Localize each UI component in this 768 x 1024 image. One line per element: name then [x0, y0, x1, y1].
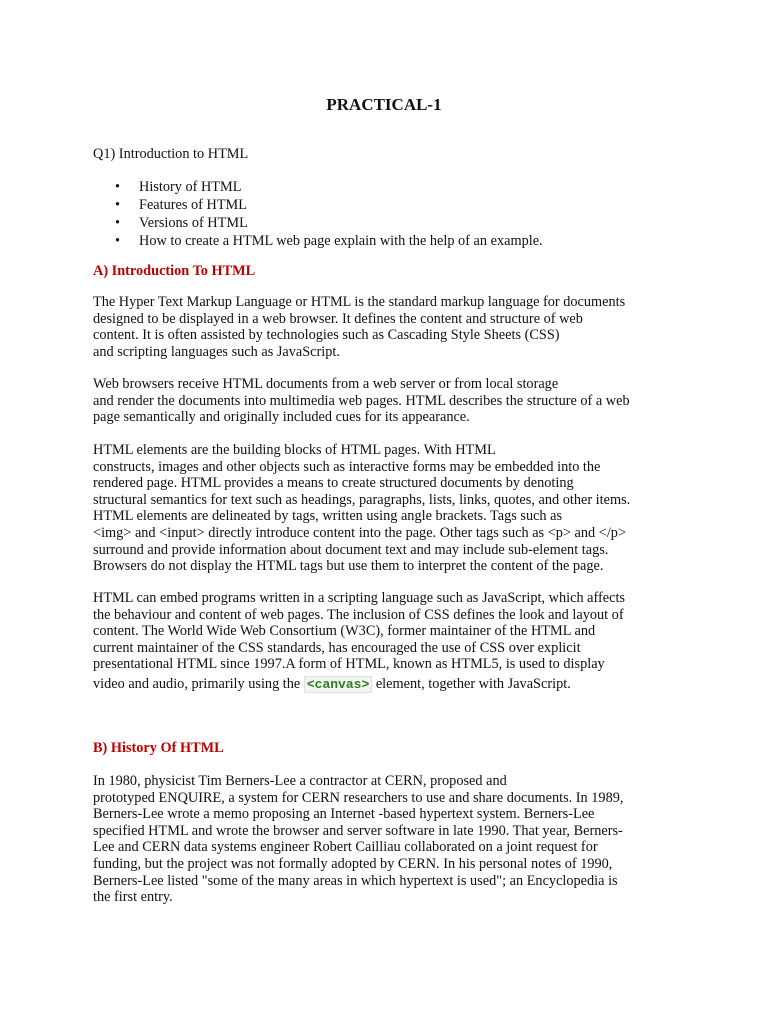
section-a-heading: A) Introduction To HTML — [93, 263, 256, 279]
text-fragment: video and audio, primarily using the — [93, 675, 304, 692]
text-line: HTML elements are the building blocks of HTML pages. With HTML — [93, 442, 496, 458]
text-line: the first entry. — [93, 889, 173, 906]
text-line: <img> and <input> directly introduce content into the page. Other tags such as <p> and </p> — [93, 524, 627, 541]
text-line: The Hyper Text Markup Language or HTML is the standard markup language for documents — [93, 294, 626, 310]
section-b-heading: B) History Of HTML — [93, 740, 224, 756]
text-fragment: element, together with JavaScript. — [372, 675, 571, 692]
text-line: content. The World Wide Web Consortium (W3C), former maintainer of the HTML and — [93, 623, 596, 640]
list-item: • Features of HTML — [93, 196, 543, 214]
text-line: Browsers do not display the HTML tags but use them to interpret the content of the page. — [93, 558, 604, 575]
text-line: HTML can embed programs written in a scripting language such as JavaScript, which affects — [93, 590, 626, 606]
text-line — [93, 676, 693, 694]
text-line: current maintainer of the CSS standards, has encouraged the use of CSS over explicit — [93, 639, 581, 656]
text-line: presentational HTML since 1997.A form of HTML, known as HTML5, is used to display — [93, 656, 605, 673]
paragraph-a2 — [93, 376, 693, 426]
text-line: rendered page. HTML provides a means to create structured documents by denoting — [93, 475, 574, 492]
list-item: • History of HTML — [93, 178, 543, 196]
text-line: the behaviour and content of web pages. The inclusion of CSS defines the look and layout of — [93, 606, 624, 623]
text-line: Berners-Lee listed "some of the many areas in which hypertext is used"; an Encyclopedia is — [93, 872, 618, 889]
text-line: HTML elements are delineated by tags, written using angle brackets. Tags such as — [93, 508, 563, 525]
topic-list — [93, 178, 543, 250]
page-title: PRACTICAL-1 — [326, 95, 442, 114]
text-line: content. It is often assisted by technologies such as Cascading Style Sheets (CSS) — [93, 327, 560, 344]
text-line: prototyped ENQUIRE, a system for CERN researchers to use and share documents. In 1989, — [93, 789, 624, 806]
text-line: designed to be displayed in a web browser. It defines the content and structure of web — [93, 310, 583, 327]
text-line: and render the documents into multimedia web pages. HTML describes the structure of a web — [93, 392, 630, 409]
text-line: Berners-Lee wrote a memo proposing an Internet -based hypertext system. Berners-Lee — [93, 806, 595, 823]
text-line: Web browsers receive HTML documents from a web server or from local storage — [93, 376, 559, 392]
paragraph-a4 — [93, 590, 693, 694]
text-line: funding, but the project was not formally adopted by CERN. In his personal notes of 1990, — [93, 855, 613, 872]
paragraph-b1 — [93, 773, 693, 906]
text-line: page semantically and originally included cues for its appearance. — [93, 409, 470, 426]
text-line: In 1980, physicist Tim Berners-Lee a contractor at CERN, proposed and — [93, 773, 507, 789]
text-line: and scripting languages such as JavaScript. — [93, 343, 340, 360]
text-line: structural semantics for text such as headings, paragraphs, lists, links, quotes, and other items. — [93, 491, 631, 508]
text-line: Lee and CERN data systems engineer Robert Cailliau collaborated on a joint request for — [93, 839, 598, 856]
paragraph-a1 — [93, 294, 693, 360]
inline-code: <canvas> — [304, 676, 372, 693]
text-line: constructs, images and other objects such as interactive forms may be embedded into the — [93, 458, 601, 475]
question-heading: Q1) Introduction to HTML — [93, 146, 249, 162]
list-item: • Versions of HTML — [93, 214, 543, 232]
text-line: specified HTML and wrote the browser and server software in late 1990. That year, Berners- — [93, 822, 623, 839]
text-line: surround and provide information about document text and may include sub-element tags. — [93, 541, 609, 558]
paragraph-a3 — [93, 442, 693, 575]
list-item: • How to create a HTML web page explain with the help of an example. — [93, 232, 543, 250]
